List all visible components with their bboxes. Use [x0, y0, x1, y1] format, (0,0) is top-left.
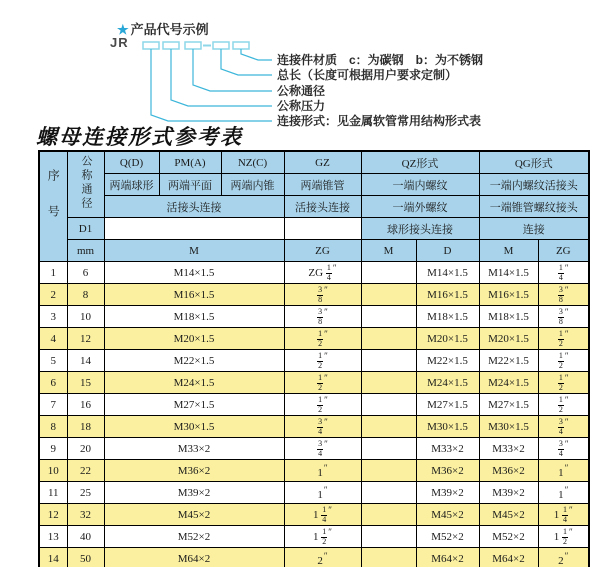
table-cell: M22×1.5 [479, 350, 538, 372]
table-cell: 14 [39, 548, 67, 567]
header-sub-nz: 两端内锥 [221, 174, 284, 196]
table-cell: M16×1.5 [479, 284, 538, 306]
table-cell: 40 [67, 526, 104, 548]
table-cell: 4 [39, 328, 67, 350]
table-cell [361, 416, 416, 438]
code-label-diameter: 公称通径 [277, 84, 326, 98]
diagram-heading-text: 产品代号示例 [130, 22, 209, 37]
table-cell: 2″ [538, 548, 589, 567]
table-cell: M36×2 [104, 460, 284, 482]
table-row [39, 504, 589, 526]
header-sub-qg: 一端内螺纹活接头 [479, 174, 589, 196]
table-cell: M24×1.5 [479, 372, 538, 394]
table-cell: $\frac{1}{2}$ ″ [284, 328, 361, 350]
table-cell: 6 [67, 262, 104, 284]
table-cell: M33×2 [104, 438, 284, 460]
table-cell: $\frac{3}{8}$ ″ [284, 284, 361, 306]
table-cell: M20×1.5 [479, 328, 538, 350]
table-cell [361, 328, 416, 350]
table-row [39, 394, 589, 416]
table-cell: $\frac{1}{4}$ ″ [538, 262, 589, 284]
table-cell: M36×2 [416, 460, 479, 482]
table-cell: $\frac{1}{2}$ ″ [538, 350, 589, 372]
header-col-qz: QZ形式 [361, 151, 479, 174]
table-cell: 16 [67, 394, 104, 416]
table-cell [361, 350, 416, 372]
header-unit-m-qg: M [479, 240, 538, 262]
table-cell [361, 284, 416, 306]
table-cell: M14×1.5 [479, 262, 538, 284]
table-cell: $\frac{3}{4}$ ″ [538, 416, 589, 438]
code-label-length: 总长（长度可根据用户要求定制） [277, 68, 458, 82]
header-unit-m-qz: M [361, 240, 416, 262]
header-connect-qg: 连接 [479, 218, 589, 240]
table-cell: $\frac{1}{2}$ ″ [538, 394, 589, 416]
table-row [39, 526, 589, 548]
table-cell: 3 [39, 306, 67, 328]
table-row [39, 482, 589, 504]
table-cell: 6 [39, 372, 67, 394]
table-body [39, 262, 589, 567]
table-row [39, 350, 589, 372]
header-taper-thread-qg: 一端锥管螺纹接头 [479, 196, 589, 218]
code-box-3 [185, 42, 201, 49]
table-cell: M20×1.5 [416, 328, 479, 350]
table-cell: $\frac{3}{8}$ ″ [538, 284, 589, 306]
table-cell: 1 [39, 262, 67, 284]
table-cell: 22 [67, 460, 104, 482]
table-row [39, 438, 589, 460]
table-cell: M27×1.5 [104, 394, 284, 416]
table-row [39, 262, 589, 284]
table-cell: 32 [67, 504, 104, 526]
code-label-pressure: 公称压力 [277, 99, 326, 113]
header-empty-gz [284, 218, 361, 240]
table-cell: 5 [39, 350, 67, 372]
header-mm: mm [67, 240, 104, 262]
header-unit-zg-qg: ZG [538, 240, 589, 262]
header-col-qg: QG形式 [479, 151, 589, 174]
header-sub-qz: 一端内螺纹 [361, 174, 479, 196]
table-cell: 1 $\frac{1}{4}$ ″ [538, 504, 589, 526]
header-d1: D1 [67, 218, 104, 240]
header-nominal-diameter: 公称通径 [67, 151, 104, 218]
table-cell: $\frac{3}{4}$ ″ [538, 438, 589, 460]
table-cell: M14×1.5 [416, 262, 479, 284]
table-cell: M39×2 [104, 482, 284, 504]
table-cell: 8 [67, 284, 104, 306]
table-cell: M64×2 [104, 548, 284, 567]
table-cell: M33×2 [479, 438, 538, 460]
header-sub-q: 两端球形 [104, 174, 159, 196]
star-icon: ★ [117, 22, 129, 37]
header-unit-m-left: M [104, 240, 284, 262]
header-union-gz: 活接头连接 [284, 196, 361, 218]
header-ball-joint-qz: 球形接头连接 [361, 218, 479, 240]
code-box-4 [213, 42, 229, 49]
table-cell: $\frac{1}{2}$ ″ [538, 372, 589, 394]
table-cell: M30×1.5 [416, 416, 479, 438]
table-cell: $\frac{1}{2}$ ″ [284, 394, 361, 416]
table-cell: $\frac{3}{4}$ ″ [284, 438, 361, 460]
table-cell: 15 [67, 372, 104, 394]
header-sub-gz: 两端锥管 [284, 174, 361, 196]
table-row [39, 460, 589, 482]
code-label-material: 连接件材质 c：为碳钢 b：为不锈钢 [277, 53, 484, 67]
table-cell [361, 460, 416, 482]
table-cell [361, 504, 416, 526]
table-cell: 7 [39, 394, 67, 416]
code-box-1 [143, 42, 159, 49]
table-cell: ZG $\frac{1}{4}$ ″ [284, 262, 361, 284]
table-cell: 1 $\frac{1}{2}$ ″ [284, 526, 361, 548]
nut-connection-table [38, 150, 590, 567]
table-cell: 1″ [284, 482, 361, 504]
header-empty-left [104, 218, 284, 240]
table-cell: 12 [39, 504, 67, 526]
table-cell: 10 [67, 306, 104, 328]
table-cell: $\frac{3}{8}$ ″ [538, 306, 589, 328]
table-cell: M45×2 [479, 504, 538, 526]
table-cell: M45×2 [104, 504, 284, 526]
connector-line-4 [221, 49, 272, 75]
table-cell: M33×2 [416, 438, 479, 460]
table-cell: 1 $\frac{1}{4}$ ″ [284, 504, 361, 526]
table-cell [361, 372, 416, 394]
table-cell: M14×1.5 [104, 262, 284, 284]
table-row [39, 284, 589, 306]
header-ext-thread-qz: 一端外螺纹 [361, 196, 479, 218]
table-cell: 1″ [538, 482, 589, 504]
table-cell: $\frac{3}{4}$ ″ [284, 416, 361, 438]
table-cell: M45×2 [416, 504, 479, 526]
header-col-nz: NZ(C) [221, 151, 284, 174]
table-cell: M30×1.5 [104, 416, 284, 438]
table-cell: 2″ [284, 548, 361, 567]
table-cell: M36×2 [479, 460, 538, 482]
page-title: 螺母连接形式参考表 [36, 125, 243, 149]
code-label-conn-form: 连接形式：见金属软管常用结构形式表 [277, 114, 482, 128]
table-cell: 18 [67, 416, 104, 438]
table-cell [361, 262, 416, 284]
table-cell: M27×1.5 [416, 394, 479, 416]
product-code-prefix: JR [110, 35, 129, 50]
code-box-2 [163, 42, 179, 49]
table-cell [361, 548, 416, 567]
connector-line-5 [241, 49, 272, 60]
table-cell: M16×1.5 [416, 284, 479, 306]
table-row [39, 548, 589, 567]
table-row [39, 372, 589, 394]
table-row [39, 328, 589, 350]
table-cell: $\frac{1}{2}$ ″ [284, 372, 361, 394]
table-row [39, 416, 589, 438]
table-cell: 1″ [284, 460, 361, 482]
table-cell: M18×1.5 [479, 306, 538, 328]
table-cell: M22×1.5 [104, 350, 284, 372]
table-cell: 13 [39, 526, 67, 548]
table-cell: 11 [39, 482, 67, 504]
table-cell: 12 [67, 328, 104, 350]
connector-line-3 [193, 49, 272, 91]
diagram-heading [117, 19, 209, 38]
table-cell: M18×1.5 [416, 306, 479, 328]
table-cell: 25 [67, 482, 104, 504]
table-cell [361, 306, 416, 328]
table-cell: M27×1.5 [479, 394, 538, 416]
code-box-5 [233, 42, 249, 49]
table-cell [361, 526, 416, 548]
table-row [39, 306, 589, 328]
header-sub-pm: 两端平面 [159, 174, 221, 196]
table-cell: M22×1.5 [416, 350, 479, 372]
table-cell: M30×1.5 [479, 416, 538, 438]
table-cell: $\frac{1}{2}$ ″ [284, 350, 361, 372]
table-cell: M52×2 [479, 526, 538, 548]
header-union-left: 活接头连接 [104, 196, 284, 218]
header-col-q: Q(D) [104, 151, 159, 174]
table-cell: M52×2 [416, 526, 479, 548]
table-cell: M64×2 [479, 548, 538, 567]
table-cell: M16×1.5 [104, 284, 284, 306]
connector-line-1 [151, 49, 272, 121]
header-col-gz: GZ [284, 151, 361, 174]
table-cell: M24×1.5 [104, 372, 284, 394]
table-cell [361, 394, 416, 416]
table-cell: 8 [39, 416, 67, 438]
table-cell: 10 [39, 460, 67, 482]
table-cell: 1″ [538, 460, 589, 482]
table-cell: $\frac{1}{2}$ ″ [538, 328, 589, 350]
header-unit-d-qz: D [416, 240, 479, 262]
header-unit-zg-gz: ZG [284, 240, 361, 262]
table-cell: M39×2 [416, 482, 479, 504]
table-cell: M39×2 [479, 482, 538, 504]
table-cell [361, 438, 416, 460]
header-seq: 序号 [39, 151, 67, 262]
table-cell: M18×1.5 [104, 306, 284, 328]
table-cell: 2 [39, 284, 67, 306]
table-cell: 1 $\frac{1}{2}$ ″ [538, 526, 589, 548]
table-cell: M64×2 [416, 548, 479, 567]
table-cell: 50 [67, 548, 104, 567]
table-cell: 20 [67, 438, 104, 460]
table-cell [361, 482, 416, 504]
header-col-pm: PM(A) [159, 151, 221, 174]
table-cell: 14 [67, 350, 104, 372]
table-cell: 9 [39, 438, 67, 460]
table-cell: $\frac{3}{8}$ ″ [284, 306, 361, 328]
table-cell: M52×2 [104, 526, 284, 548]
table-cell: M20×1.5 [104, 328, 284, 350]
table-cell: M24×1.5 [416, 372, 479, 394]
